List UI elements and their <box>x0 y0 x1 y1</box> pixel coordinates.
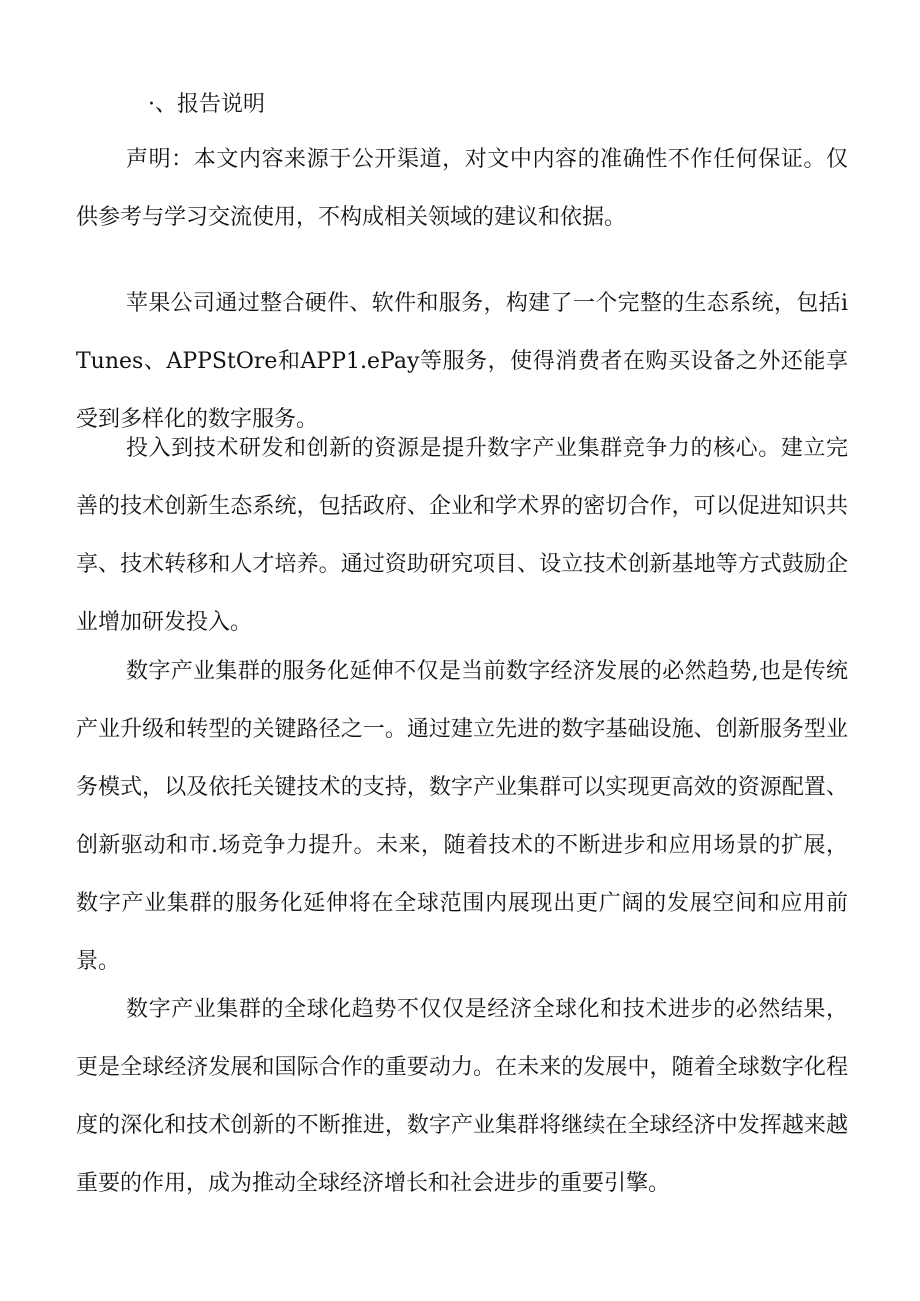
paragraph-disclaimer: 声明：本文内容来源于公开渠道，对文中内容的准确性不作任何保证。仅供参考与学习交流使用，不构成相关领域的建议和依据。 <box>76 147 848 230</box>
paragraph-rd-innovation: 投入到技术研发和创新的资源是提升数字产业集群竞争力的核心。建立完善的技术创新生态系统，包括政府、企业和学术界的密切合作，可以促进知识共享、技术转移和人才培养。通过资助研究项目、设立技术创新基地等方式鼓励企业增加研发投入。 <box>76 436 848 635</box>
paragraph-apple-ecosystem: 苹果公司通过整合硬件、软件和服务，构建了一个完整的生态系统，包括iTunes、APPStOre和APP1.ePay等服务，使得消费者在购买设备之外还能享受到多样化的数字服务。 <box>76 291 848 432</box>
paragraph-service-extension: 数字产业集群的服务化延伸不仅是当前数字经济发展的必然趋势,也是传统产业升级和转型的关键路径之一。通过建立先进的数字基础设施、创新服务型业务模式，以及依托关键技术的支持，数字产业集群可以实现更高效的资源配置、创新驱动和市.场竞争力提升。未来，随着技术的不断进步和应用场景的扩展，数字产业集群的服务化延伸将在全球范围内展现出更广阔的发展空间和应用前景。 <box>76 659 848 974</box>
section-heading: ·、报告说明 <box>148 92 265 117</box>
paragraph-globalization: 数字产业集群的全球化趋势不仅仅是经济全球化和技术进步的必然结果，更是全球经济发展和国际合作的重要动力。在未来的发展中，随着全球数字化程度的深化和技术创新的不断推进，数字产业集群将继续在全球经济中发挥越来越重要的作用，成为推动全球经济增长和社会进步的重要引擎。 <box>76 997 848 1196</box>
